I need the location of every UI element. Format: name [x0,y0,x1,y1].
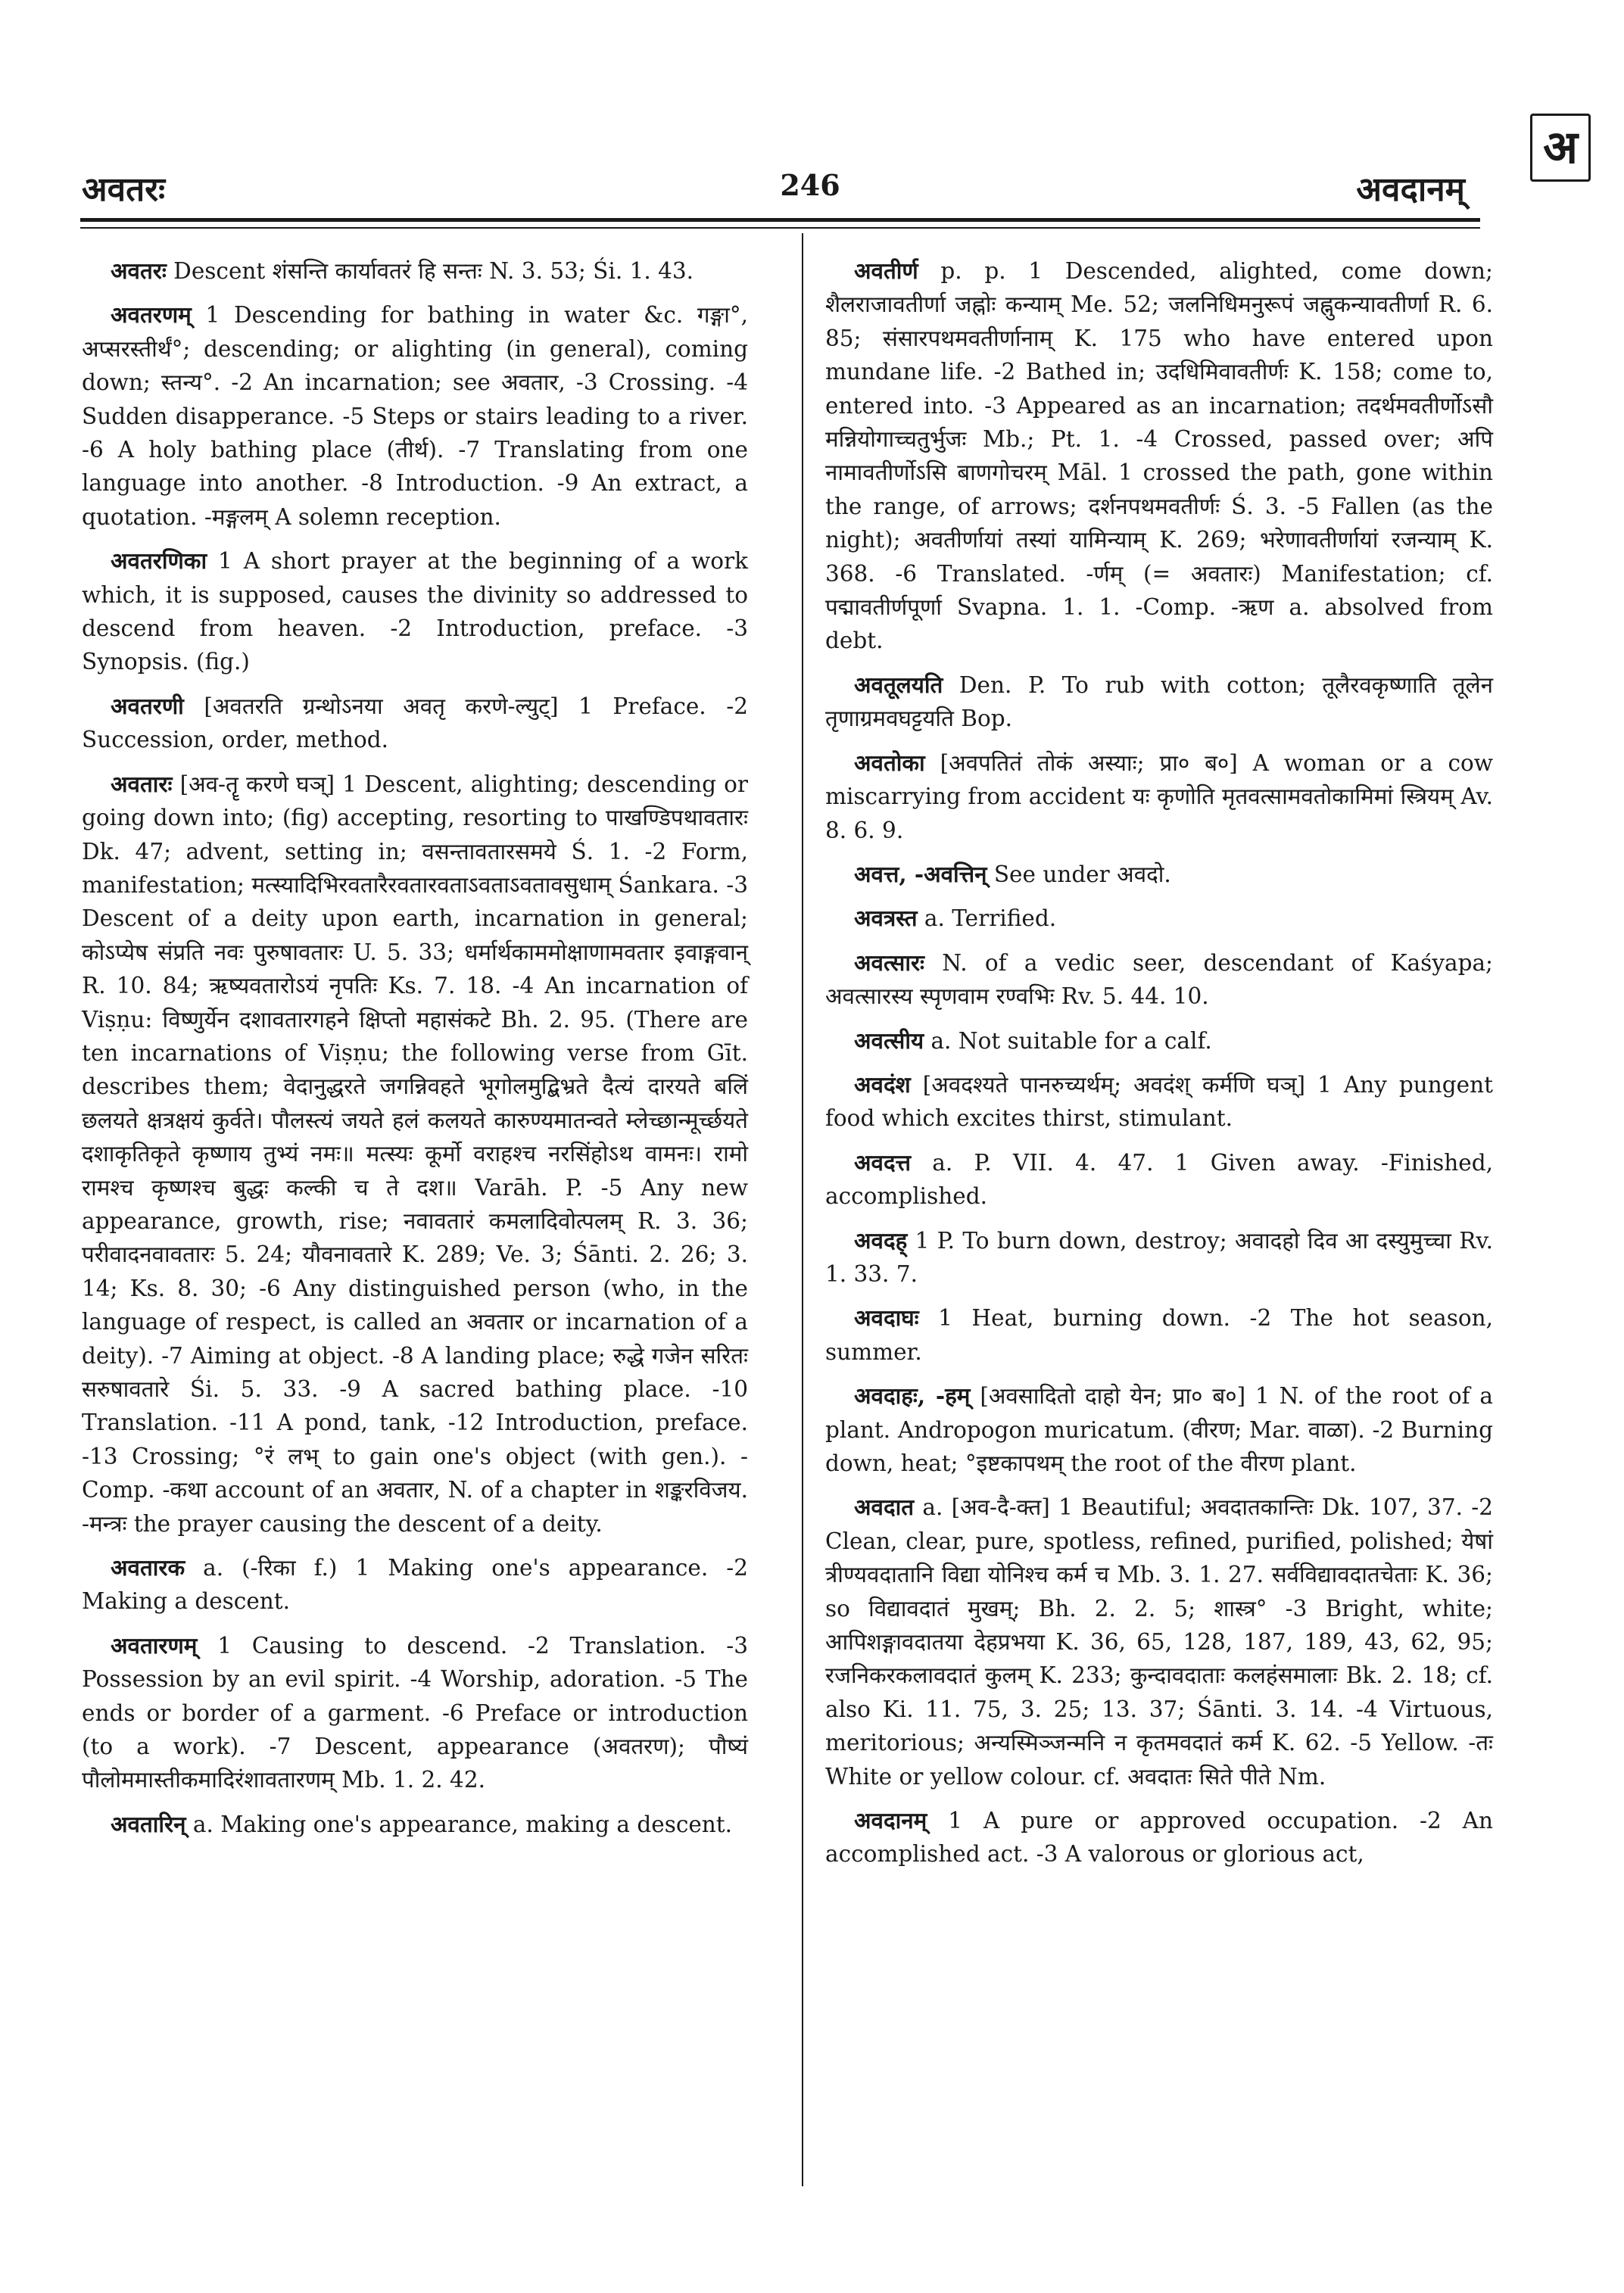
entry-definition: a. Not suitable for a calf. [930,1027,1212,1054]
entry-headword: अवदह् [854,1226,908,1254]
dictionary-entry [82,544,748,679]
dictionary-entry [825,746,1493,847]
entry-headword: अवतूलयति [854,671,943,698]
entry-definition: a. (-रिका f.) 1 Making one's appearance. -2 Making a descent. [82,1555,748,1615]
entry-headword: अवतारणम् [111,1631,198,1659]
entry-definition: [अवपतितं तोकं अस्याः; प्रा० ब०] A woman or a cow miscarrying from accident यः कृणोति मृतवत्सामवतोकामिमां स्त्रियम् Av. 8. 6. 9. [825,749,1493,843]
entry-definition: [अव-तॄ करणे घञ्] 1 Descent, alighting; descending or going down into; (fig) accepting, resorting to पाखण्डिपथावतारः Dk. 47; advent, setting in; वसन्तावतारसमये Ś. 1. -2 Form, manifestation; मत्स्यादिभिरवतारैरवतारवताऽवताऽवतावसुधाम् Śankara. -3 Descent of a deity upon earth, incarnation in general; कोऽप्येष संप्रति नवः पुरुषावतारः U. 5. 33; धर्मार्थकाममोक्षाणामवतार इवाङ्गवान् R. 10. 84; ऋष्यवतारोऽयं नृपतिः Ks. 7. 18. -4 An incarnation of Viṣṇu: विष्णुर्येन दशावतारगहने क्षिप्तो महासंकटे Bh. 2. 95. (There are ten incarnations of Viṣṇu; the following verse from Gīt. describes them; वेदानुद्धरते जगन्निवहते भूगोलमुद्बिभ्रते दैत्यं दारयते बलिं छलयते क्षत्रक्षयं कुर्वते। पौलस्त्यं जयते हलं कलयते कारुण्यमातन्वते म्लेच्छान्मूर्च्छयते दशाकृतिकृते कृष्णाय तुभ्यं नमः॥ मत्स्यः कूर्मो वराहश्च नरसिंहोऽथ वामनः। रामो रामश्च कृष्णश्च बुद्धः कल्की च ते दश॥ Varāh. P. -5 Any new appearance, growth, rise; नवावतारं कमलादिवोत्पलम् R. 3. 36; परीवादनवावतारः 5. 24; यौवनावतारे K. 289; Ve. 3; Śānti. 2. 26; 3. 14; Ks. 8. 30; -6 Any distinguished person (who, in the language of respect, is called an अवतार or incarnation of a deity). -7 Aiming at object. -8 A landing place; रुद्धे गजेन सरितः सरुषावतारे Śi. 5. 33. -9 A sacred bathing place. -10 Translation. -11 A pond, tank, -12 Introduction, preface. -13 Crossing; °रं लभ् to gain one's object (with gen.). -Comp. -कथा account of an अवतार, N. of a chapter in शङ्करविजय. -मन्त्रः the prayer causing the descent of a deity. [82,771,748,1537]
dictionary-entry [82,1629,748,1797]
dictionary-entry [825,668,1493,736]
entry-definition: a. Making one's appearance, making a descent. [192,1811,733,1837]
dictionary-entry [825,1024,1493,1058]
entry-headword: अवतारक [111,1554,185,1581]
dictionary-entry [825,1146,1493,1213]
dictionary-entry [82,690,748,757]
page-number: 246 [780,168,840,202]
entry-definition: 1 Descending for bathing in water &c. गङ्गा°, अप्सरस्तीर्थं°; descending; or alighting (in general), coming down; स्तन्य°. -2 An incarnation; see अवतार, -3 Crossing. -4 Sudden disapperance. -5 Steps or stairs leading to a river. -6 A holy bathing place (तीर्थ). -7 Translating from one language into another. -8 Introduction. -9 An extract, a quotation. -मङ्गलम् A solemn reception. [82,302,748,530]
entry-definition: [अवदश्यते पानरुच्यर्थम्; अवदंश् कर्मणि घञ्] 1 Any pungent food which excites thirst, stimulant. [825,1071,1493,1132]
running-head-left: अवतरः [82,170,166,209]
header-rule-thin [80,227,1480,229]
entry-headword: अवदाघः [854,1304,919,1332]
dictionary-entry [82,768,748,1541]
entry-headword: अवदाहः, -हम् [854,1382,971,1410]
entry-headword: अवतीर्ण [854,257,918,284]
right-column [825,254,1493,1882]
running-head-right: अवदानम् [1356,170,1465,209]
entry-definition: [अवसादितो दाहो येन; प्रा० ब०] 1 N. of the root of a plant. Andropogon muricatum. (वीरण; Mar. वाळा). -2 Burning down, heat; °इष्टकापथम् the root of the वीरण plant. [825,1383,1493,1476]
entry-headword: अवत्सारः [854,949,924,976]
entry-headword: अवतरणिका [111,547,207,575]
entry-headword: अवत्त, -अवत्तिन् [854,860,987,887]
entry-definition: 1 A short prayer at the beginning of a work which, it is supposed, causes the divinity so addressed to descend from heaven. -2 Introduction, preface. -3 Synopsis. (fig.) [82,548,748,675]
entry-definition: N. of a vedic seer, descendant of Kaśyapa; अवत्सारस्य स्पृणवाम रण्वभिः Rv. 5. 44. 10. [825,949,1493,1010]
dictionary-entry [825,1301,1493,1369]
entry-definition: a. [अव-दै-क्त] 1 Beautiful; अवदातकान्तिः Dk. 107, 37. -2 Clean, clear, pure, spotless, refined, purified, polished; येषां त्रीण्यवदातानि विद्या योनिश्च कर्म च Mb. 3. 1. 27. सर्वविद्यावदातचेताः K. 36; so विद्यावदातं मुखम्; Bh. 2. 2. 5; शास्त्र° -3 Bright, white; आपिशङ्गावदातया देहप्रभया K. 36, 65, 128, 187, 189, 43, 62, 95; रजनिकरकलावदातं कुलम् K. 233; कुन्दावदाताः कलहंसमालाः Bk. 2. 18; cf. also Ki. 11. 75, 3. 25; 13. 37; Śānti. 3. 14. -4 Virtuous, meritorious; अन्यस्मिञ्जन्मनि न कृतमवदातं कर्म K. 62. -5 Yellow. -तः White or yellow colour. cf. अवदातः सिते पीते Nm. [825,1494,1493,1790]
entry-headword: अवत्सीय [854,1027,924,1054]
column-divider [802,233,803,2186]
entry-headword: अवदंश [854,1070,911,1098]
entry-headword: अवतारः [111,770,173,797]
dictionary-entry [82,1808,748,1841]
dictionary-entry [82,298,748,534]
entry-definition: 1 Causing to descend. -2 Translation. -3 Possession by an evil spirit. -4 Worship, adoration. -5 The ends or border of a garment. -6 Preface or introduction (to a work). -7 Descent, appearance (अवतरण); पौष्यं पौलोममास्तीकमादिरंशावतारणम् Mb. 1. 2. 42. [82,1632,748,1793]
entry-definition: 1 Heat, burning down. -2 The hot season, summer. [825,1305,1493,1365]
entry-headword: अवतरणी [111,692,184,719]
dictionary-entry [825,902,1493,935]
entry-headword: अवदात [854,1494,915,1521]
dictionary-entry [825,1379,1493,1480]
dictionary-entry [825,254,1493,658]
dictionary-entry [82,254,748,288]
entry-headword: अवतारिन् [111,1810,186,1837]
entry-headword: अवदत्त [854,1148,911,1176]
entry-headword: अवत्रस्त [854,905,918,932]
thumb-index-tab: अ [1530,114,1591,182]
entry-definition: p. p. 1 Descended, alighted, come down; शैलराजावतीर्णा जह्नोः कन्याम् Me. 52; जलनिधिमनुरूपं जह्नुकन्यावतीर्णा R. 6. 85; संसारपथमवतीर्णानाम् K. 175 who have entered upon mundane life. -2 Bathed in; उदधिमिवावतीर्णः K. 158; come to, entered into. -3 Appeared as an incarnation; तदर्थमवतीर्णोऽसौ मन्नियोगाच्चतुर्भुजः Mb.; Pt. 1. -4 Crossed, passed over; अपि नामावतीर्णोऽसि बाणगोचरम् Māl. 1 crossed the path, gone within the range, of arrows; दर्शनपथमवतीर्णः Ś. 3. -5 Fallen (as the night); अवतीर्णायां तस्यां यामिन्याम् K. 269; भरेणावतीर्णायां रजन्याम् K. 368. -6 Translated. -र्णम् (= अवतारः) Manifestation; cf. पद्मावतीर्णपूर्णा Svapna. 1. 1. -Comp. -ऋण a. absolved from debt. [825,258,1493,654]
left-column [82,254,748,1852]
dictionary-entry [825,1804,1493,1871]
entry-definition: [अवतरति ग्रन्थोऽनया अवतृ करणे-ल्युट्] 1 Preface. -2 Succession, order, method. [82,693,748,753]
entry-headword: अवतरः [111,257,167,284]
entry-definition: a. P. VII. 4. 47. 1 Given away. -Finished, accomplished. [825,1149,1493,1210]
entry-definition: a. Terrified. [924,905,1057,932]
entry-headword: अवदानम् [854,1807,927,1834]
entry-definition: See under अवदो. [993,861,1171,887]
entry-definition: Descent शंसन्ति कार्यावतरं हि सन्तः N. 3. 53; Śi. 1. 43. [173,258,694,284]
dictionary-entry [825,946,1493,1014]
entry-headword: अवतोका [854,749,925,776]
dictionary-entry [825,1224,1493,1291]
entry-definition: 1 P. To burn down, destroy; अवादहो दिव आ दस्युमुच्चा Rv. 1. 33. 7. [825,1227,1493,1287]
dictionary-entry [825,1491,1493,1793]
entry-definition: 1 A pure or approved occupation. -2 An accomplished act. -3 A valorous or glorious act, [825,1808,1493,1868]
dictionary-entry [82,1551,748,1618]
dictionary-entry [825,858,1493,891]
entry-definition: Den. P. To rub with cotton; तूलैरवकृष्णाति तूलेन तृणाग्रमवघट्टयति Bop. [825,671,1493,732]
dictionary-entry [825,1068,1493,1136]
entry-headword: अवतरणम् [111,301,192,329]
header-rule-thick [80,218,1480,222]
